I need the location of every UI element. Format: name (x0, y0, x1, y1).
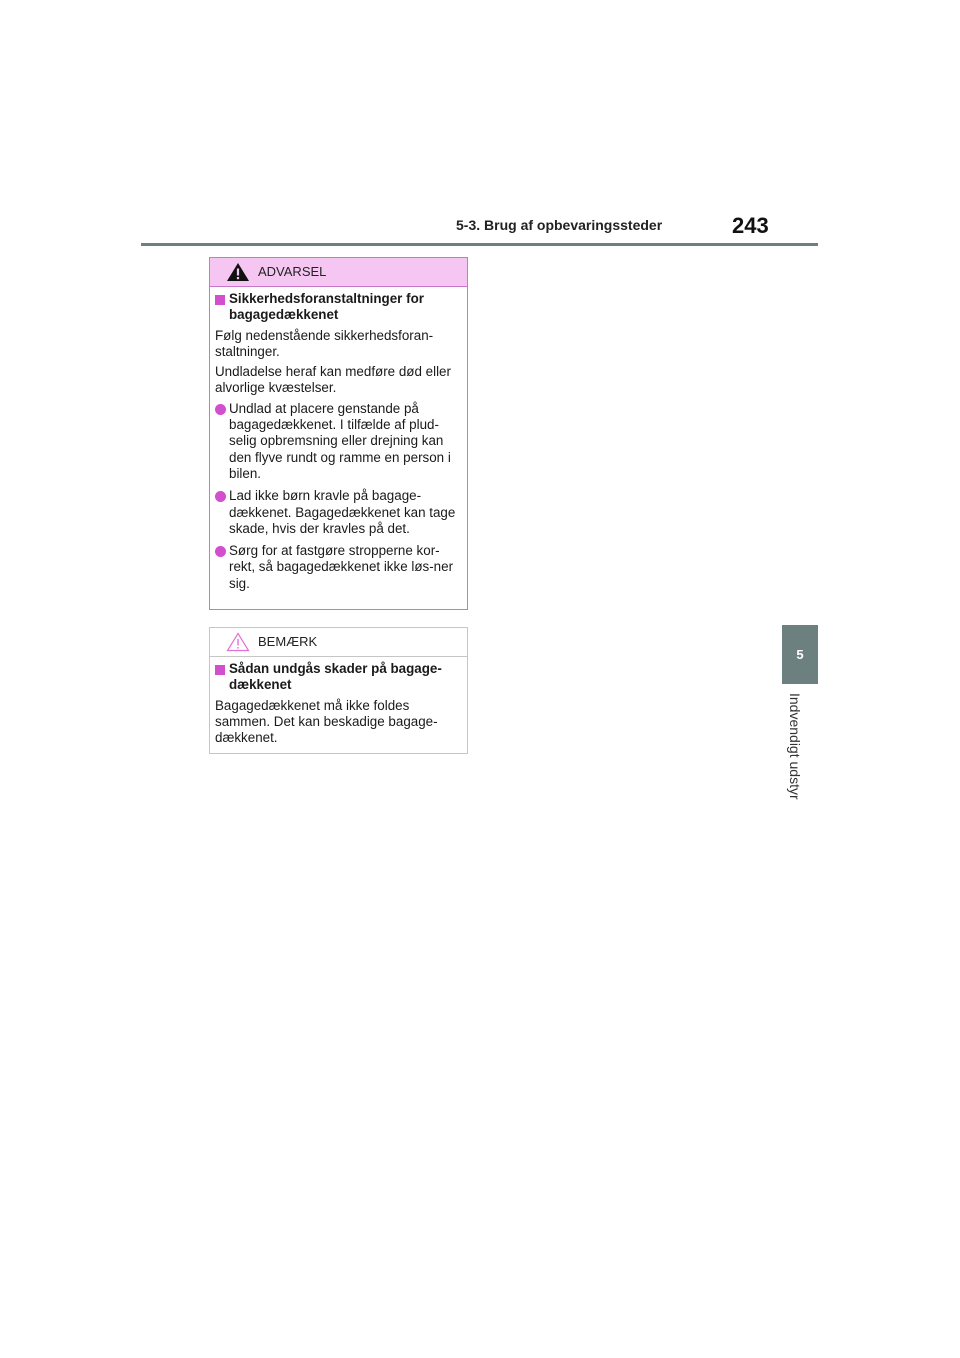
square-bullet-icon (215, 665, 225, 675)
circle-bullet-icon (215, 404, 226, 415)
chapter-side-label (786, 693, 806, 811)
square-bullet-icon (215, 295, 225, 305)
chapter-number: 5 (796, 647, 804, 662)
warning-paragraph: Undladelse heraf kan medføre død eller alvorlige kvæstelser. (215, 364, 451, 396)
warning-subheading (215, 291, 461, 324)
warning-bullet-text: Lad ikke børn kravle på bagage-dækkenet. Bagagedækkenet kan tage skade, hvis der kravles på det. (229, 488, 456, 536)
warning-bullet (215, 543, 461, 592)
warning-label: ADVARSEL (258, 264, 327, 279)
notice-subheading-text: Sådan undgås skader på bagage-dækkenet (229, 661, 442, 693)
header-section-title: 5-3. Brug af opbevaringssteder (456, 217, 663, 233)
warning-triangle-filled-icon (226, 262, 250, 282)
warning-triangle-outline-icon (226, 632, 250, 652)
notice-paragraph: Bagagedækkenet må ikke foldes sammen. Det kan beskadige bagage-dækkenet. (215, 697, 438, 746)
warning-paragraph: Følg nedenstående sikkerhedsforan-staltninger. (215, 327, 434, 359)
warning-bullet (215, 488, 461, 537)
notice-label: BEMÆRK (258, 634, 318, 649)
circle-bullet-icon (215, 491, 226, 502)
header-divider (141, 243, 818, 246)
chapter-tab (782, 625, 818, 684)
warning-content (210, 287, 467, 592)
warning-bullet (215, 401, 461, 482)
warning-subheading-text: Sikkerhedsforanstaltninger for bagagedækkenet (229, 291, 424, 323)
chapter-title: Indvendigt udstyr (787, 693, 803, 800)
warning-box (209, 257, 468, 610)
circle-bullet-icon (215, 546, 226, 557)
warning-bullet-text: Sørg for at fastgøre stropperne kor-rekt, så bagagedækkenet ikke løs-ner sig. (229, 543, 454, 591)
page-number: 243 (732, 213, 769, 238)
notice-content (210, 657, 467, 746)
warning-header (210, 258, 467, 287)
notice-subheading (215, 661, 461, 694)
warning-bullet-text: Undlad at placere genstande på bagagedækkenet. I tilfælde af plud-selig opbremsning eller drejning kan den flyve rundt og ramme en person i bilen. (229, 400, 451, 481)
notice-box (209, 627, 468, 754)
notice-header (210, 628, 467, 657)
